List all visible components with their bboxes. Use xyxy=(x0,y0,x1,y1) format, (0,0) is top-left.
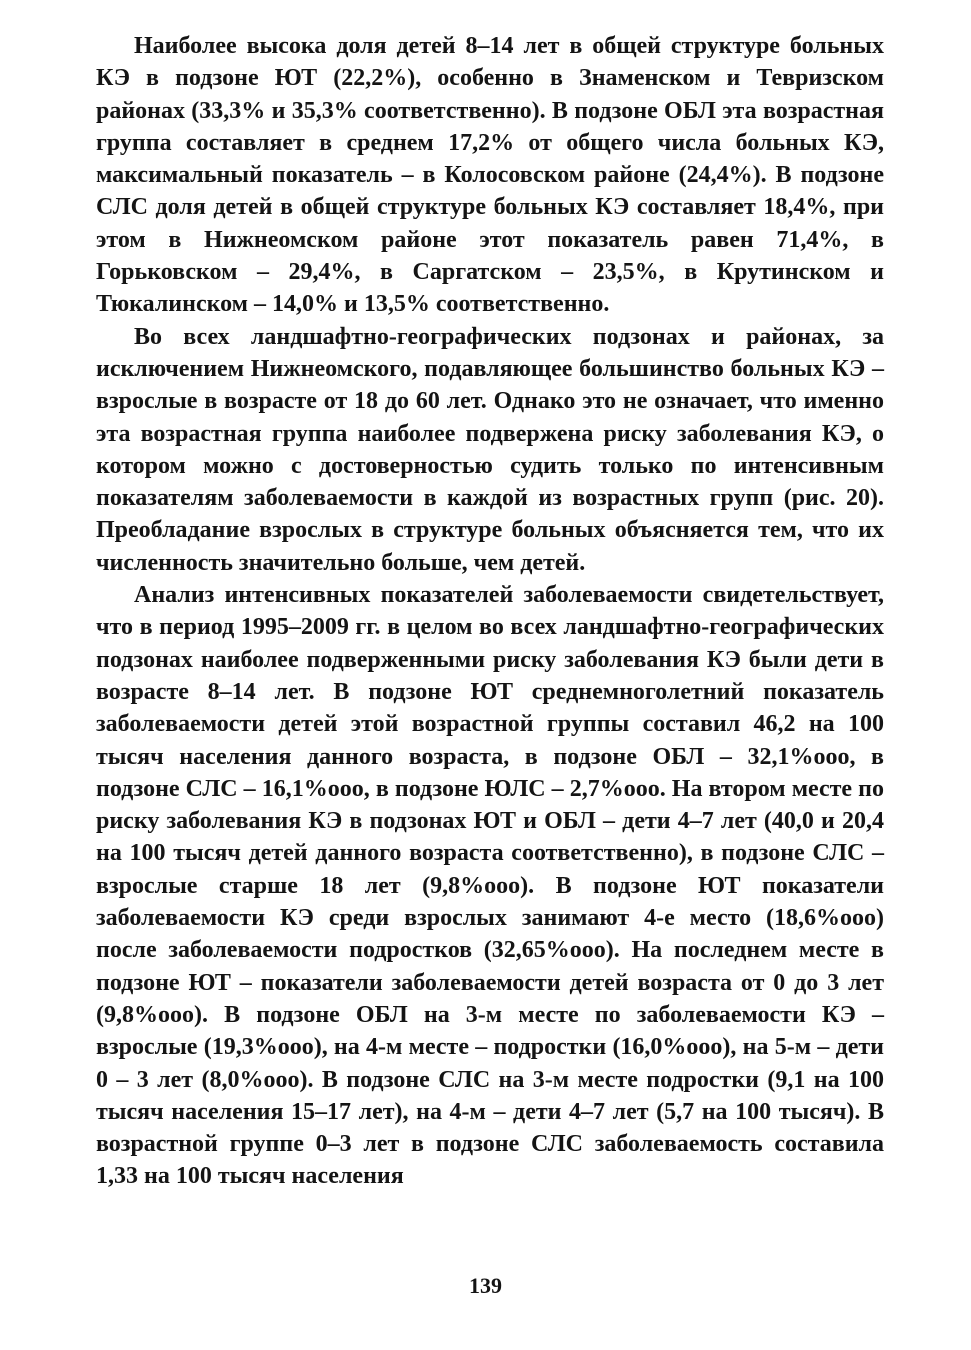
page-number: 139 xyxy=(469,1273,502,1298)
body-text xyxy=(96,30,884,1193)
paragraph-2: Во всех ландшафтно-географических подзонах и районах, за исключением Нижнеомского, подавляющее большинство больных КЭ – взрослые в возрасте от 18 до 60 лет. Однако это не означает, что именно эта возрастная группа наиболее подвержена риску заболевания КЭ, о котором можно с достоверностью судить только по интенсивным показателям заболеваемости в каждой из возрастных групп (рис. 20). Преобладание взрослых в структуре больных объясняется тем, что их численность значительно больше, чем детей. xyxy=(96,323,884,576)
paragraph-1: Наиболее высока доля детей 8–14 лет в общей структуре больных КЭ в подзоне ЮТ (22,2%), особенно в Знаменском и Тевризском районах (33,3% и 35,3% соответственно). В подзоне ОБЛ эта возрастная группа составляет в среднем 17,2% от общего числа больных КЭ, максимальный показатель – в Колосовском районе (24,4%). В подзоне СЛС доля детей в общей структуре больных КЭ составляет 18,4%, при этом в Нижнеомском районе этот показатель равен 71,4%, в Горьковском – 29,4%, в Саргатском – 23,5%, в Крутинском и Тюкалинском – 14,0% и 13,5% соответственно. xyxy=(96,33,884,318)
paragraph-3: Анализ интенсивных показателей заболеваемости свидетельствует, что в период 1995–2009 гг. в целом во всех ландшафтно-географических подзонах наиболее подверженными риску заболевания КЭ были дети в возрасте 8–14 лет. В подзоне ЮТ среднемноголетний показатель заболеваемости детей этой возрастной группы составил 46,2 на 100 тысяч населения данного возраста, в подзоне ОБЛ – 32,1%ооо, в подзоне СЛС – 16,1%ооо, в подзоне ЮЛС – 2,7%ооо. На втором месте по риску заболевания КЭ в подзонах ЮТ и ОБЛ – дети 4–7 лет (40,0 и 20,4 на 100 тысяч детей данного возраста соответственно), в подзоне СЛС – взрослые старше 18 лет (9,8%ооо). В подзоне ЮТ показатели заболеваемости КЭ среди взрослых занимают 4-е место (18,6%ооо) после заболеваемости подростков (32,65%ооо). На последнем месте в подзоне ЮТ – показатели заболеваемости детей возраста от 0 до 3 лет (9,8%ооо). В подзоне ОБЛ на 3-м месте по заболеваемости КЭ – взрослые (19,3%ооо), на 4-м месте – подростки (16,0%ооо), на 5-м – дети 0 – 3 лет (8,0%ооо). В подзоне СЛС на 3-м месте подростки (9,1 на 100 тысяч населения 15–17 лет), на 4-м – дети 4–7 лет (5,7 на 100 тысяч). В возрастной группе 0–3 лет в подзоне СЛС заболеваемость составила 1,33 на 100 тысяч населения xyxy=(96,582,884,1190)
